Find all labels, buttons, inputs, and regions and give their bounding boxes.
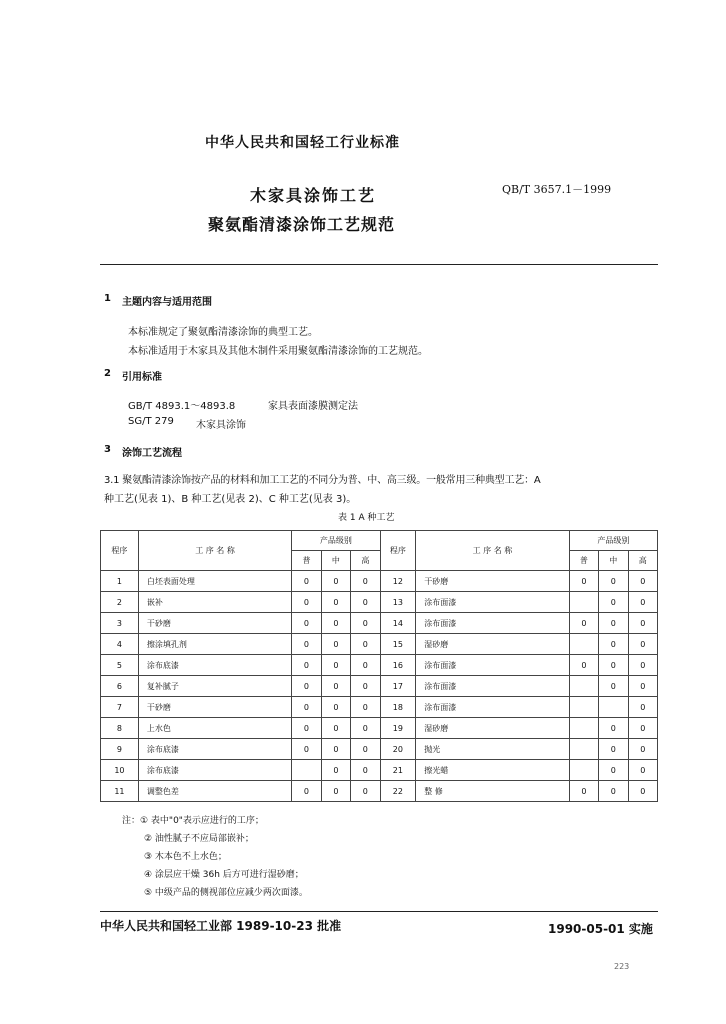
grade-pu-mark: 0	[569, 655, 598, 676]
grade-pu-mark: 0	[292, 613, 321, 634]
step-number: 11	[101, 781, 139, 802]
grade-gao-mark: 0	[628, 718, 657, 739]
grade-zhong-mark: 0	[321, 613, 350, 634]
note-1: 注：① 表中"0"表示应进行的工序；	[122, 816, 264, 826]
step-name: 上水色	[138, 718, 291, 739]
step-number: 10	[101, 760, 139, 781]
step-name: 复补腻子	[138, 676, 291, 697]
section-1-title: 主题内容与适用范围	[122, 297, 212, 308]
grade-zhong-mark: 0	[599, 655, 628, 676]
table-row	[101, 739, 658, 760]
grade-pu-mark: 0	[292, 781, 321, 802]
table-row	[101, 634, 658, 655]
section-2-number: 2	[104, 368, 111, 379]
step-number: 18	[380, 697, 416, 718]
table-row	[101, 655, 658, 676]
table-row	[101, 781, 658, 802]
header-grade-pu: 普	[569, 551, 598, 571]
step-number: 3	[101, 613, 139, 634]
grade-gao-mark: 0	[351, 571, 380, 592]
grade-zhong-mark: 0	[321, 592, 350, 613]
grade-zhong-mark	[599, 697, 628, 718]
grade-pu-mark: 0	[292, 718, 321, 739]
grade-gao-mark: 0	[351, 697, 380, 718]
table-row	[101, 697, 658, 718]
step-number: 5	[101, 655, 139, 676]
step-number: 7	[101, 697, 139, 718]
step-name: 干砂磨	[138, 613, 291, 634]
grade-zhong-mark: 0	[599, 760, 628, 781]
step-number: 21	[380, 760, 416, 781]
grade-gao-mark: 0	[628, 634, 657, 655]
grade-zhong-mark: 0	[321, 655, 350, 676]
section-3-number: 3	[104, 444, 111, 455]
grade-zhong-mark: 0	[321, 697, 350, 718]
step-number: 9	[101, 739, 139, 760]
grade-zhong-mark: 0	[599, 571, 628, 592]
grade-pu-mark: 0	[292, 634, 321, 655]
grade-gao-mark: 0	[351, 781, 380, 802]
reference-code-1: GB/T 4893.1～4893.8	[128, 401, 236, 412]
grade-zhong-mark: 0	[321, 718, 350, 739]
grade-gao-mark: 0	[351, 760, 380, 781]
section-1-number: 1	[104, 293, 111, 304]
step-name: 涂布面漆	[416, 613, 569, 634]
grade-zhong-mark: 0	[321, 634, 350, 655]
step-name: 调整色差	[138, 781, 291, 802]
section-3-para-line-1: 3.1 聚氨酯清漆涂饰按产品的材料和加工工艺的不同分为普、中、高三级。一般常用三种典型工艺：A	[104, 475, 541, 486]
header-grade: 产品级别	[569, 531, 657, 551]
grade-gao-mark: 0	[628, 592, 657, 613]
grade-gao-mark: 0	[351, 718, 380, 739]
step-name: 擦光蜡	[416, 760, 569, 781]
grade-pu-mark: 0	[569, 613, 598, 634]
table-row	[101, 718, 658, 739]
header-seq: 程序	[101, 531, 139, 571]
section-2-title: 引用标准	[122, 372, 162, 383]
step-number: 20	[380, 739, 416, 760]
step-name: 涂布底漆	[138, 760, 291, 781]
section-1-line-1: 本标准规定了聚氨酯清漆涂饰的典型工艺。	[128, 327, 318, 338]
section-3-title: 涂饰工艺流程	[122, 448, 182, 459]
grade-gao-mark: 0	[351, 613, 380, 634]
grade-pu-mark: 0	[292, 697, 321, 718]
table-row	[101, 613, 658, 634]
header-grade: 产品级别	[292, 531, 380, 551]
header-seq: 程序	[380, 531, 416, 571]
grade-pu-mark	[569, 739, 598, 760]
grade-gao-mark: 0	[628, 739, 657, 760]
table-row	[101, 760, 658, 781]
step-name: 涂布底漆	[138, 739, 291, 760]
step-name: 涂布底漆	[138, 655, 291, 676]
step-number: 22	[380, 781, 416, 802]
step-number: 4	[101, 634, 139, 655]
step-number: 2	[101, 592, 139, 613]
header-grade-gao: 高	[628, 551, 657, 571]
grade-gao-mark: 0	[628, 760, 657, 781]
header-grade-zhong: 中	[321, 551, 350, 571]
table-header-row	[101, 531, 658, 551]
grade-pu-mark	[569, 592, 598, 613]
grade-gao-mark: 0	[351, 634, 380, 655]
grade-pu-mark	[569, 634, 598, 655]
section-3-para-line-2: 种工艺(见表 1)、B 种工艺(见表 2)、C 种工艺(见表 3)。	[104, 494, 357, 505]
step-name: 湿砂磨	[416, 718, 569, 739]
grade-gao-mark: 0	[628, 655, 657, 676]
step-number: 15	[380, 634, 416, 655]
step-number: 8	[101, 718, 139, 739]
grade-pu-mark: 0	[292, 739, 321, 760]
grade-gao-mark: 0	[628, 571, 657, 592]
header-grade-zhong: 中	[599, 551, 628, 571]
grade-pu-mark: 0	[292, 676, 321, 697]
grade-gao-mark: 0	[628, 613, 657, 634]
step-name: 嵌补	[138, 592, 291, 613]
step-name: 白坯表面处理	[138, 571, 291, 592]
grade-gao-mark: 0	[351, 592, 380, 613]
grade-zhong-mark: 0	[599, 676, 628, 697]
grade-zhong-mark: 0	[599, 613, 628, 634]
reference-code-2: SG/T 279	[128, 416, 174, 427]
document-title: 木家具涂饰工艺	[250, 186, 377, 205]
step-number: 19	[380, 718, 416, 739]
issuing-org: 中华人民共和国轻工行业标准	[205, 135, 400, 151]
header-grade-pu: 普	[292, 551, 321, 571]
grade-gao-mark: 0	[351, 655, 380, 676]
grade-gao-mark: 0	[628, 697, 657, 718]
step-name: 整 修	[416, 781, 569, 802]
step-name: 湿砂磨	[416, 634, 569, 655]
step-number: 12	[380, 571, 416, 592]
effective-date: 1990-05-01 实施	[548, 922, 653, 936]
document-subtitle: 聚氨酯清漆涂饰工艺规范	[208, 215, 396, 234]
grade-pu-mark	[569, 760, 598, 781]
grade-pu-mark: 0	[292, 592, 321, 613]
step-name: 涂布面漆	[416, 676, 569, 697]
table-caption: 表 1 A 种工艺	[338, 513, 395, 523]
grade-pu-mark	[569, 718, 598, 739]
grade-zhong-mark: 0	[599, 718, 628, 739]
header-name: 工 序 名 称	[138, 531, 291, 571]
grade-gao-mark: 0	[351, 676, 380, 697]
page-number: 223	[614, 962, 630, 971]
grade-zhong-mark: 0	[321, 676, 350, 697]
grade-zhong-mark: 0	[599, 634, 628, 655]
step-number: 1	[101, 571, 139, 592]
note-3: ③ 木本色不上水色；	[144, 852, 227, 862]
grade-gao-mark: 0	[628, 781, 657, 802]
grade-pu-mark: 0	[292, 571, 321, 592]
grade-zhong-mark: 0	[321, 739, 350, 760]
header-name: 工 序 名 称	[416, 531, 569, 571]
step-name: 抛光	[416, 739, 569, 760]
section-1-line-2: 本标准适用于木家具及其他木制件采用聚氨酯清漆涂饰的工艺规范。	[128, 346, 428, 357]
grade-zhong-mark: 0	[599, 592, 628, 613]
grade-pu-mark: 0	[569, 571, 598, 592]
grade-pu-mark	[292, 760, 321, 781]
step-number: 6	[101, 676, 139, 697]
process-table	[100, 530, 658, 802]
step-name: 擦涂填孔剂	[138, 634, 291, 655]
step-number: 14	[380, 613, 416, 634]
grade-pu-mark: 0	[569, 781, 598, 802]
standard-code: QB/T 3657.1－1999	[502, 183, 612, 196]
step-name: 涂布面漆	[416, 655, 569, 676]
header-grade-gao: 高	[351, 551, 380, 571]
note-5: ⑤ 中级产品的侧视部位应减少两次面漆。	[144, 888, 308, 898]
step-name: 涂布面漆	[416, 592, 569, 613]
header-rule	[100, 264, 658, 265]
step-number: 13	[380, 592, 416, 613]
note-2: ② 油性腻子不应局部嵌补；	[144, 834, 254, 844]
note-4: ④ 涂层应干燥 36h 后方可进行湿砂磨；	[144, 870, 304, 880]
grade-pu-mark: 0	[292, 655, 321, 676]
table-row	[101, 676, 658, 697]
step-name: 干砂磨	[416, 571, 569, 592]
grade-zhong-mark: 0	[599, 781, 628, 802]
grade-zhong-mark: 0	[599, 739, 628, 760]
grade-zhong-mark: 0	[321, 571, 350, 592]
grade-zhong-mark: 0	[321, 781, 350, 802]
step-name: 涂布面漆	[416, 697, 569, 718]
step-number: 17	[380, 676, 416, 697]
grade-gao-mark: 0	[351, 739, 380, 760]
table-row	[101, 592, 658, 613]
grade-pu-mark	[569, 676, 598, 697]
step-number: 16	[380, 655, 416, 676]
grade-pu-mark	[569, 697, 598, 718]
grade-gao-mark: 0	[628, 676, 657, 697]
table-row	[101, 571, 658, 592]
reference-name-2: 木家具涂饰	[196, 420, 246, 431]
footer-rule	[100, 911, 658, 912]
step-name: 干砂磨	[138, 697, 291, 718]
reference-name-1: 家具表面漆膜测定法	[268, 401, 358, 412]
approval-line: 中华人民共和国轻工业部 1989-10-23 批准	[100, 919, 342, 933]
grade-zhong-mark: 0	[321, 760, 350, 781]
